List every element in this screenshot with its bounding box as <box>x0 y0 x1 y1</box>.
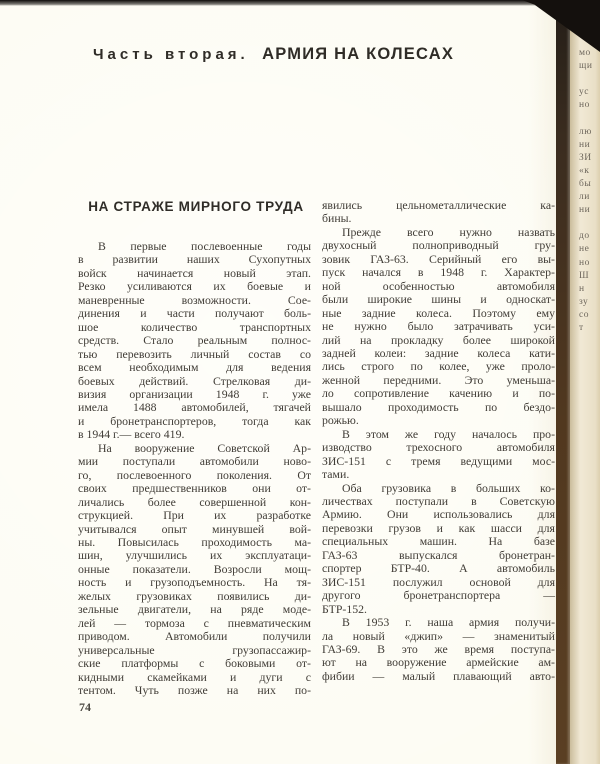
text-line: в 1944 г.— всего 419. <box>78 427 185 442</box>
text-line: другого бронетранспортера — <box>322 588 555 603</box>
text-fragment: до <box>579 231 590 242</box>
text-line: специальных машин. На базе <box>322 534 555 549</box>
text-line: В 1953 г. наша армия получи- <box>342 615 555 630</box>
text-line: вышало проходимость по бездо- <box>322 399 555 414</box>
text-line: ла новый «джип» — знаменитый <box>322 628 555 643</box>
text-line: изводство трехосного автомобиля <box>322 440 555 455</box>
text-line: приводом. Автомобили получили <box>78 629 311 644</box>
text-line: ЗИС-151 послужил основой для <box>322 574 555 589</box>
text-line: перевозки грузов и как шасси для <box>322 520 555 535</box>
blank-line <box>579 217 600 230</box>
text-line: войск начинается новый этап. <box>78 265 311 280</box>
text-line: личались более совершенной кон- <box>78 494 311 509</box>
scan-top-edge <box>0 0 600 6</box>
text-line: го, послевоенного поколения. От <box>78 467 311 482</box>
blank-line <box>579 73 600 86</box>
text-line: ЗИС-151 с тремя ведущими мос- <box>322 453 555 468</box>
text-line: универсальные грузопассажир- <box>78 642 311 657</box>
text-fragment: н <box>579 283 585 294</box>
text-line: зовик ГАЗ-63. Серийный его вы- <box>322 251 555 266</box>
text-line: струкцией. При их разработке <box>78 508 311 523</box>
page-edge-shadow <box>556 0 570 764</box>
text-line: шое количество транспортных <box>78 319 311 334</box>
text-line: женной передними. Это уменьша- <box>322 372 555 387</box>
text-fragment: зу <box>579 296 589 307</box>
text-line: явились цельнометаллические ка- <box>322 198 555 212</box>
text-line: ность и грузоподъемность. На тя- <box>78 575 311 590</box>
text-fragment: ли <box>579 192 590 203</box>
text-line: шин, улучшились их эксплуатаци- <box>78 548 311 563</box>
text-line: пуск начался в 1948 г. Характер- <box>322 265 555 280</box>
text-fragment: «к <box>579 165 590 176</box>
text-fragment: Ш <box>579 270 590 281</box>
text-line: ГАЗ-69. В это же время поступа- <box>322 641 555 656</box>
text-fragment: лю <box>579 126 592 137</box>
text-line: Армию. Они использовались для <box>322 507 555 522</box>
text-fragment: мо <box>579 48 591 58</box>
text-line: тами. <box>322 467 350 482</box>
text-line: В первые послевоенные годы <box>98 239 311 253</box>
text-fragment: т <box>579 322 584 333</box>
part-header <box>93 45 533 64</box>
text-line: На вооружение Советской Ар- <box>98 440 311 455</box>
text-line: ны. Повысилась проходимость ма- <box>78 534 311 549</box>
text-fragment: щи <box>579 61 593 72</box>
text-fragment: но <box>579 100 590 111</box>
text-line: ГАЗ-63 выпускался бронетран- <box>322 547 555 562</box>
next-page-edge <box>570 0 600 764</box>
text-fragment: со <box>579 309 589 320</box>
text-fragment: ни <box>579 205 591 216</box>
text-fragment: бы <box>579 178 592 189</box>
text-line: учитывался опыт минувшей вой- <box>78 521 311 536</box>
text-line: лись строго по колее, уже проло- <box>322 359 555 374</box>
text-line: тью перевозить личный состав со <box>78 346 311 361</box>
text-line: и бронетранспортеров, тогда как <box>78 413 311 428</box>
text-line: имела 1488 автомобилей, тягачей <box>78 400 311 415</box>
text-line: не нужно было затрачивать уси- <box>322 319 555 334</box>
text-line: ной особенностью автомобиля <box>322 278 555 293</box>
page-number: 74 <box>79 700 91 714</box>
blank-line <box>579 112 600 125</box>
text-line: всем необходимым для ведения <box>78 360 311 375</box>
text-line: своих предшественников они от- <box>78 481 311 496</box>
text-line: рожью. <box>322 413 359 428</box>
text-line: маневренные возможности. Сое- <box>78 292 311 307</box>
text-line: динения и части получают боль- <box>78 306 311 321</box>
text-line: Прежде всего нужно назвать <box>342 224 555 239</box>
part-label: Часть вторая. <box>93 46 249 63</box>
text-line: в развитии наших Сухопутных <box>78 252 311 267</box>
text-line: желых грузовиках появились ди- <box>78 588 311 603</box>
text-line: лей — тормоза с пневматическим <box>78 615 311 630</box>
text-line: ло сопротивление качению и по- <box>322 386 555 401</box>
text-line: спортер БТР-40. А автомобиль <box>322 561 555 576</box>
text-line: ские платформы с боковыми от- <box>78 656 311 671</box>
text-fragment: но <box>579 257 590 268</box>
text-line: лий на прокладку более широкой <box>322 332 555 347</box>
left-text-column <box>78 240 311 697</box>
text-line: средств. Стало реальным полнос- <box>78 333 311 348</box>
text-line: визия организации 1948 г. уже <box>78 386 311 401</box>
text-line: БТР-152. <box>322 601 367 616</box>
right-text-column <box>322 199 555 683</box>
text-line: задней колеи: задние колеса кати- <box>322 345 555 360</box>
text-line: боевых действий. Стрелковая ди- <box>78 373 311 388</box>
part-title: АРМИЯ НА КОЛЕСАХ <box>262 45 455 63</box>
text-line: бины. <box>322 211 352 226</box>
text-line: мии поступали автомобили ново- <box>78 454 311 469</box>
text-line: кидными скамейками и дуги с <box>78 669 311 684</box>
text-line: фибии — малый плавающий авто- <box>322 668 555 683</box>
text-line: ют на вооружение армейские ам- <box>322 655 555 670</box>
text-line: тентом. Чуть позже на них по- <box>78 682 311 697</box>
section-title: НА СТРАЖЕ МИРНОГО ТРУДА <box>88 199 304 214</box>
text-line: Резко усиливаются их боевые и <box>78 279 311 294</box>
text-line: зельные двигатели, на ряде моде- <box>78 602 311 617</box>
text-fragment: ус <box>579 87 589 98</box>
text-fragment: не <box>579 244 590 255</box>
text-line: Оба грузовика в больших ко- <box>342 480 555 495</box>
text-line: были широкие шины и односкат- <box>322 292 555 307</box>
next-page-text-fragments <box>579 47 600 335</box>
text-fragment: ЗИ <box>579 152 592 163</box>
text-fragment: ни <box>579 139 591 150</box>
text-line: В этом же году началось про- <box>342 426 555 441</box>
text-line: личествах поступали в Советскую <box>322 493 555 508</box>
text-line: двухосный полноприводный гру- <box>322 238 555 253</box>
text-line: ные задние колеса. Поэтому ему <box>322 305 555 320</box>
text-line: онные показатели. Возросли мощ- <box>78 561 311 576</box>
